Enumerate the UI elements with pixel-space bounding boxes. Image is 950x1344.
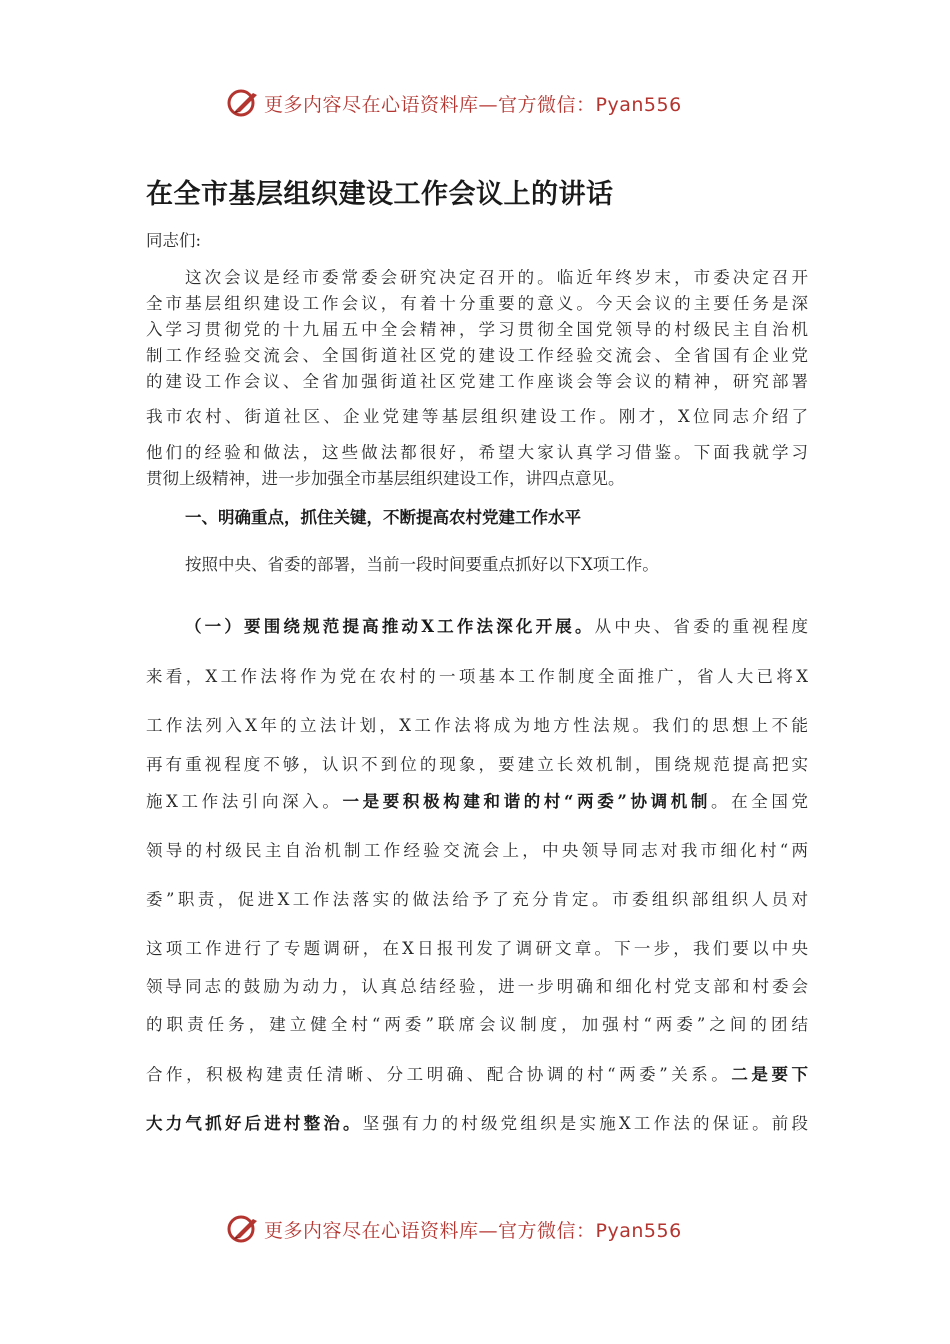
intro-line: 制工作经验交流会、全国街道社区党的建设工作经验交流会、全省国有企业党: [146, 346, 808, 365]
document-title: 在全市基层组织建设工作会议上的讲话: [146, 179, 614, 210]
body-line: 委”职责，促进X工作法落实的做法给予了充分肯定。市委组织部组织人员对: [146, 890, 808, 909]
intro-line: 全市基层组织建设工作会议，有着十分重要的意义。今天会议的主要任务是深: [146, 294, 808, 313]
body-line: 大力气抓好后进村整治。坚强有力的村级党组织是实施X工作法的保证。前段: [146, 1114, 808, 1133]
body-line: 合作，积极构建责任清晰、分工明确、配合协调的村“两委”关系。二是要下: [146, 1065, 808, 1084]
intro-line: 他们的经验和做法，这些做法都很好，希望大家认真学习借鉴。下面我就学习: [146, 443, 808, 462]
intro-line: 我市农村、街道社区、企业党建等基层组织建设工作。刚才，X位同志介绍了: [146, 407, 808, 426]
body-line: 来看，X工作法将作为党在农村的一项基本工作制度全面推广，省人大已将X: [146, 667, 808, 686]
pen-in-circle-logo: [226, 86, 260, 120]
body-line: 施X工作法引向深入。一是要积极构建和谐的村“两委”协调机制。在全国党: [146, 792, 808, 811]
banner-text: 更多内容尽在心语资料库—官方微信：Pyan556: [264, 93, 682, 116]
intro-line: 这次会议是经市委常委会研究决定召开的。临近年终岁末，市委决定召开: [185, 268, 808, 287]
body-line: 领导同志的鼓励为动力，认真总结经验，进一步明确和细化村党支部和村委会: [146, 977, 808, 996]
paragraph: 按照中央、省委的部署，当前一段时间要重点抓好以下X项工作。: [185, 555, 659, 574]
body-line: 工作法列入X年的立法计划，X工作法将成为地方性法规。我们的思想上不能: [146, 716, 808, 735]
banner-text: 更多内容尽在心语资料库—官方微信：Pyan556: [264, 1219, 682, 1242]
header-banner: [226, 86, 746, 120]
footer-banner: [226, 1212, 746, 1246]
body-line: 领导的村级民主自治机制工作经验交流会上，中央领导同志对我市细化村“两: [146, 841, 808, 860]
section-heading: 一、明确重点，抓住关键，不断提高农村党建工作水平: [185, 508, 581, 527]
intro-line: 入学习贯彻党的十九届五中全会精神，学习贯彻全国党领导的村级民主自治机: [146, 320, 808, 339]
pen-in-circle-logo: [226, 1212, 260, 1246]
body-line: （一）要围绕规范提高推动X工作法深化开展。从中央、省委的重视程度: [185, 617, 808, 636]
body-line: 的职责任务，建立健全村“两委”联席会议制度，加强村“两委”之间的团结: [146, 1015, 808, 1034]
intro-line: 贯彻上级精神，进一步加强全市基层组织建设工作，讲四点意见。: [146, 469, 625, 488]
body-line: 这项工作进行了专题调研，在X日报刊发了调研文章。下一步，我们要以中央: [146, 939, 808, 958]
greeting: 同志们:: [146, 231, 202, 250]
body-line: 再有重视程度不够，认识不到位的现象，要建立长效机制，围绕规范提高把实: [146, 755, 808, 774]
intro-line: 的建设工作会议、全省加强街道社区党建工作座谈会等会议的精神，研究部署: [146, 372, 808, 391]
